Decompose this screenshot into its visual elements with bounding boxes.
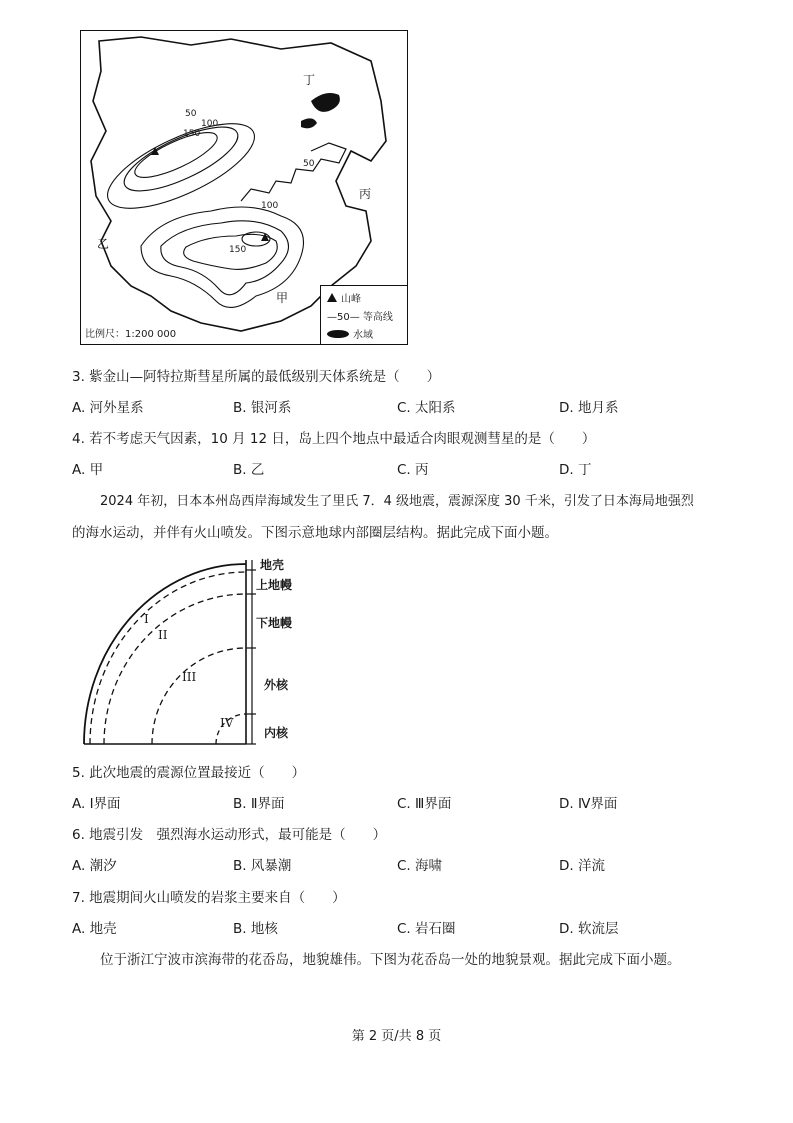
q7-option-a: A. 地壳: [72, 921, 117, 937]
legend-peak: [327, 290, 361, 305]
question-3-stem: 3. 紫金山—阿特拉斯彗星所属的最低级别天体系统是（ ）: [72, 369, 441, 385]
q4-option-a: A. 甲: [72, 462, 104, 478]
contour-s-100: [161, 221, 289, 295]
earth-structure-diagram: [80, 556, 300, 748]
boundary-label-I: I: [144, 612, 149, 626]
q5-option-d: D. Ⅳ界面: [559, 796, 618, 812]
peak-symbol-icon: [327, 293, 337, 302]
q6-option-c: C. 海啸: [397, 858, 443, 874]
q5-option-b: B. Ⅱ界面: [233, 796, 285, 812]
q3-option-b: B. 银河系: [233, 400, 292, 416]
boundary-label-II: II: [158, 628, 168, 642]
passage-2: 位于浙江宁波市滨海带的花岙岛，地貌雄伟。下图为花岙岛一处的地貌景观。据此完成下面小题。: [100, 952, 681, 968]
q5-option-a: A. Ⅰ界面: [72, 796, 121, 812]
contour-nw-100: [116, 115, 245, 204]
contour-label-150-south: 150: [229, 245, 247, 255]
legend-water-label: 水域: [353, 330, 373, 341]
legend-peak-label: 山峰: [341, 294, 361, 305]
q7-option-b: B. 地核: [233, 921, 278, 937]
question-5-stem: 5. 此次地震的震源位置最接近（ ）: [72, 765, 306, 781]
boundary-label-IV: IV: [220, 716, 234, 730]
water-body-north: [311, 93, 340, 112]
question-7-stem: 7. 地震期间火山喷发的岩浆主要来自（ ）: [72, 890, 346, 906]
contour-label-100-south: 100: [261, 201, 279, 211]
boundary-label-III: III: [182, 670, 197, 684]
layer-crust: 地壳: [260, 558, 285, 572]
island-contour-map: [80, 30, 408, 345]
legend-water: [327, 326, 373, 341]
q4-option-d: D. 丁: [559, 462, 592, 478]
water-symbol-icon: [327, 330, 349, 338]
layer-outer-core: 外核: [264, 678, 289, 692]
q6-option-a: A. 潮汐: [72, 858, 117, 874]
label-yi: 乙: [97, 237, 110, 251]
q3-option-c: C. 太阳系: [397, 400, 456, 416]
map-scale: 比例尺：1:200 000: [85, 329, 177, 340]
q4-option-b: B. 乙: [233, 462, 265, 478]
layer-lower-mantle: 下地幔: [256, 616, 293, 630]
passage-1-line-2: 的海水运动，并伴有火山喷发。下图示意地球内部圈层结构。据此完成下面小题。: [72, 525, 558, 541]
q5-option-c: C. Ⅲ界面: [397, 796, 452, 812]
question-6-stem: 6. 地震引发 强烈海水运动形式，最可能是（ ）: [72, 827, 387, 843]
q7-option-d: D. 软流层: [559, 921, 619, 937]
contour-label-50: 50: [185, 109, 197, 119]
map-legend: [320, 285, 407, 344]
q4-option-c: C. 丙: [397, 462, 429, 478]
label-jia: 甲: [276, 291, 289, 305]
q6-option-b: B. 风暴潮: [233, 858, 292, 874]
q6-option-d: D. 洋流: [559, 858, 605, 874]
label-ding: 丁: [303, 73, 316, 87]
label-bing: 丙: [359, 187, 372, 201]
contour-label-150: 150: [183, 129, 201, 139]
layer-upper-mantle: 上地幔: [256, 578, 293, 592]
legend-contour: [327, 308, 393, 323]
contour-label-50-east: 50: [303, 159, 315, 169]
bay-coastline: [241, 143, 346, 201]
legend-contour-label: —50— 等高线: [327, 312, 393, 323]
layer-inner-core: 内核: [264, 726, 289, 740]
contour-label-100: 100: [201, 119, 219, 129]
passage-1-line-1: 2024 年初，日本本州岛西岸海域发生了里氏 7．4 级地震，震源深度 30 千米，引发了日本海局地强烈: [100, 494, 694, 509]
q3-option-d: D. 地月系: [559, 400, 619, 416]
q7-option-c: C. 岩石圈: [397, 921, 456, 937]
question-4-stem: 4. 若不考虑天气因素，10 月 12 日，岛上四个地点中最适合肉眼观测彗星的是（ ）: [72, 431, 596, 447]
water-body-small: [301, 118, 317, 128]
page-number: 第 2 页/共 8 页: [351, 1029, 442, 1044]
q3-option-a: A. 河外星系: [72, 400, 144, 416]
